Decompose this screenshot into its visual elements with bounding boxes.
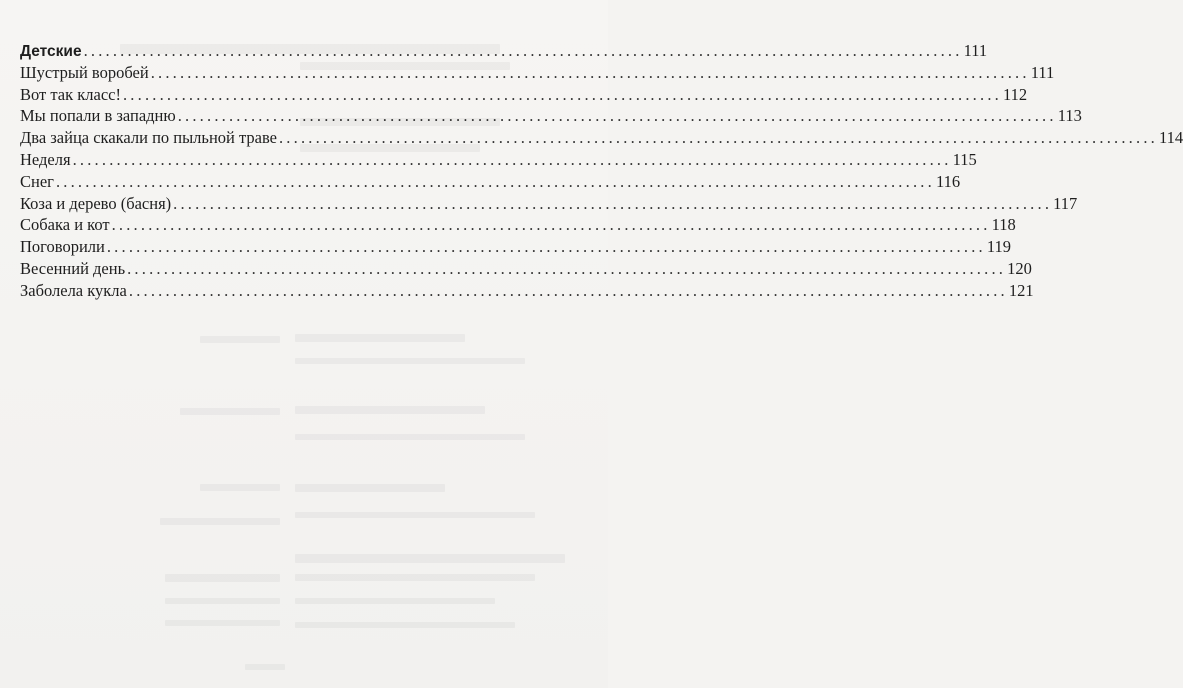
bleed-through-text — [295, 406, 485, 414]
toc-entry-page: 112 — [1002, 84, 1028, 104]
toc-entry-title: Поговорили — [20, 237, 105, 257]
toc-entry-page: 117 — [1053, 193, 1078, 213]
dot-leader: ........................................................................................................................ — [55, 171, 935, 191]
toc-entry-page: 114 — [1158, 128, 1183, 148]
toc-entry-title: Вот так класс! — [20, 84, 121, 104]
bleed-through-text — [180, 408, 280, 415]
toc-entry-title: Шустрый воробей — [20, 62, 149, 82]
bleed-through-text — [295, 622, 515, 628]
toc-entry — [20, 62, 1055, 84]
toc-entry — [20, 236, 1011, 258]
toc-entry-page: 121 — [1008, 280, 1034, 300]
bleed-through-text — [295, 358, 525, 364]
dot-leader: ........................................................................................................................ — [106, 237, 986, 257]
table-of-contents — [20, 40, 1183, 302]
toc-section-heading: Детские — [20, 43, 82, 60]
dot-leader: ........................................................................................................................ — [111, 215, 991, 235]
bleed-through-text — [165, 620, 280, 626]
toc-section-page: 111 — [963, 41, 988, 60]
bleed-through-text — [295, 334, 465, 342]
bleed-through-text — [295, 598, 495, 604]
toc-entry-page: 116 — [935, 171, 961, 191]
toc-entry-title: Собака и кот — [20, 215, 110, 235]
bleed-through-text — [165, 574, 280, 582]
bleed-through-text — [200, 484, 280, 491]
toc-entry-page: 111 — [1030, 62, 1055, 82]
toc-entry — [20, 258, 1032, 280]
dot-leader: ........................................................................................................................ — [72, 149, 952, 169]
bleed-through-text — [165, 598, 280, 604]
toc-entry — [20, 84, 1028, 106]
dot-leader: ........................................................................................................................ — [127, 258, 1007, 278]
toc-entry-title: Неделя — [20, 149, 71, 169]
bleed-through-text — [245, 664, 285, 670]
toc-entry-page: 113 — [1057, 106, 1082, 126]
dot-leader: ........................................................................................................................ — [128, 280, 1008, 300]
dot-leader: ........................................................................................................................ — [278, 128, 1158, 148]
dot-leader: ........................................................................................................................ — [122, 84, 1002, 104]
toc-entry-title: Два зайца скакали по пыльной траве — [20, 128, 277, 148]
bleed-through-text — [295, 574, 535, 581]
toc-entry-title: Заболела кукла — [20, 280, 127, 300]
toc-entry-title: Коза и дерево (басня) — [20, 193, 172, 213]
dot-leader: ........................................................................................................................ — [173, 193, 1053, 213]
toc-entry-page: 118 — [991, 215, 1016, 235]
dot-leader: ........................................................................................................................ — [83, 41, 963, 60]
toc-entry-title: Снег — [20, 171, 54, 191]
toc-entry — [20, 127, 1183, 149]
toc-entry — [20, 149, 977, 171]
toc-entry-page: 119 — [986, 237, 1011, 257]
toc-entry-page: 115 — [952, 149, 977, 169]
bleed-through-text — [295, 434, 525, 440]
toc-entry-title: Мы попали в западню — [20, 106, 176, 126]
dot-leader: ........................................................................................................................ — [150, 62, 1030, 82]
bleed-through-text — [295, 512, 535, 518]
bleed-through-text — [295, 554, 565, 563]
toc-entry — [20, 193, 1078, 215]
toc-entry — [20, 214, 1016, 236]
bleed-through-text — [160, 518, 280, 525]
dot-leader: ........................................................................................................................ — [177, 106, 1057, 126]
toc-entry — [20, 171, 961, 193]
toc-section-heading-row — [20, 40, 988, 62]
bleed-through-text — [295, 484, 445, 492]
bleed-through-text — [200, 336, 280, 343]
toc-entry — [20, 105, 1082, 127]
toc-entry-title: Весенний день — [20, 258, 126, 278]
toc-entry-page: 120 — [1007, 258, 1032, 278]
toc-entry — [20, 280, 1034, 302]
